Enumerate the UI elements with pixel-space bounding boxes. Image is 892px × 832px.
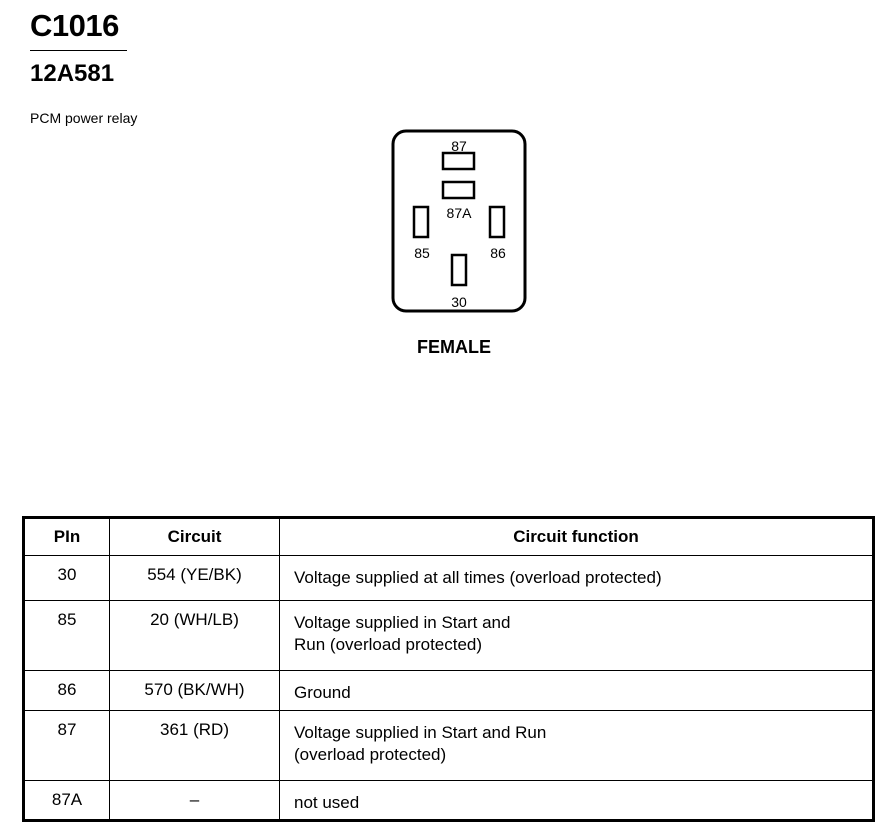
function-cell [280, 601, 874, 671]
pin-cell: 85 [24, 601, 110, 671]
pin-85-terminal [414, 207, 428, 237]
column-header-pin: PIn [24, 518, 110, 556]
pin-85-label: 85 [414, 245, 430, 261]
function-cell [280, 781, 874, 821]
table-row [24, 601, 874, 671]
pin-cell: 30 [24, 556, 110, 601]
function-text: Ground [294, 683, 351, 702]
table-row [24, 671, 874, 711]
function-text: (overload protected) [294, 745, 447, 764]
table-row [24, 711, 874, 781]
pin-87a-label: 87A [446, 205, 472, 221]
function-text: Voltage supplied in Start and [294, 613, 511, 632]
table-row [24, 781, 874, 821]
connector-description: PCM power relay [30, 110, 138, 126]
table-header-row [24, 518, 874, 556]
title-underline [30, 50, 127, 51]
circuit-cell: 20 (WH/LB) [110, 601, 280, 671]
pin-30-terminal [452, 255, 466, 285]
function-text: not used [294, 793, 360, 812]
table-row [24, 556, 874, 601]
function-cell [280, 556, 874, 601]
function-text: Run (overload protected) [294, 635, 483, 654]
pin-87a-terminal [443, 182, 474, 198]
function-cell [280, 711, 874, 781]
pinout-table [22, 516, 875, 822]
column-header-function: Circuit function [280, 518, 874, 556]
circuit-cell: 361 (RD) [110, 711, 280, 781]
pin-30-label: 30 [451, 294, 467, 310]
circuit-cell: – [110, 781, 280, 821]
connector-gender-label: FEMALE [417, 337, 491, 357]
pin-cell: 87A [24, 781, 110, 821]
pin-87-label: 87 [451, 138, 467, 154]
column-header-circuit: Circuit [110, 518, 280, 556]
function-cell [280, 671, 874, 711]
pin-87-terminal [443, 153, 474, 169]
function-text: Voltage supplied at all times (overload protected) [294, 568, 662, 587]
connector-id: C1016 [30, 8, 119, 43]
connector-face-diagram [380, 125, 540, 320]
pin-cell: 86 [24, 671, 110, 711]
circuit-cell: 554 (YE/BK) [110, 556, 280, 601]
function-text: Voltage supplied in Start and Run [294, 723, 547, 742]
part-number: 12A581 [30, 60, 115, 87]
pin-86-terminal [490, 207, 504, 237]
pin-cell: 87 [24, 711, 110, 781]
circuit-cell: 570 (BK/WH) [110, 671, 280, 711]
pin-86-label: 86 [490, 245, 506, 261]
